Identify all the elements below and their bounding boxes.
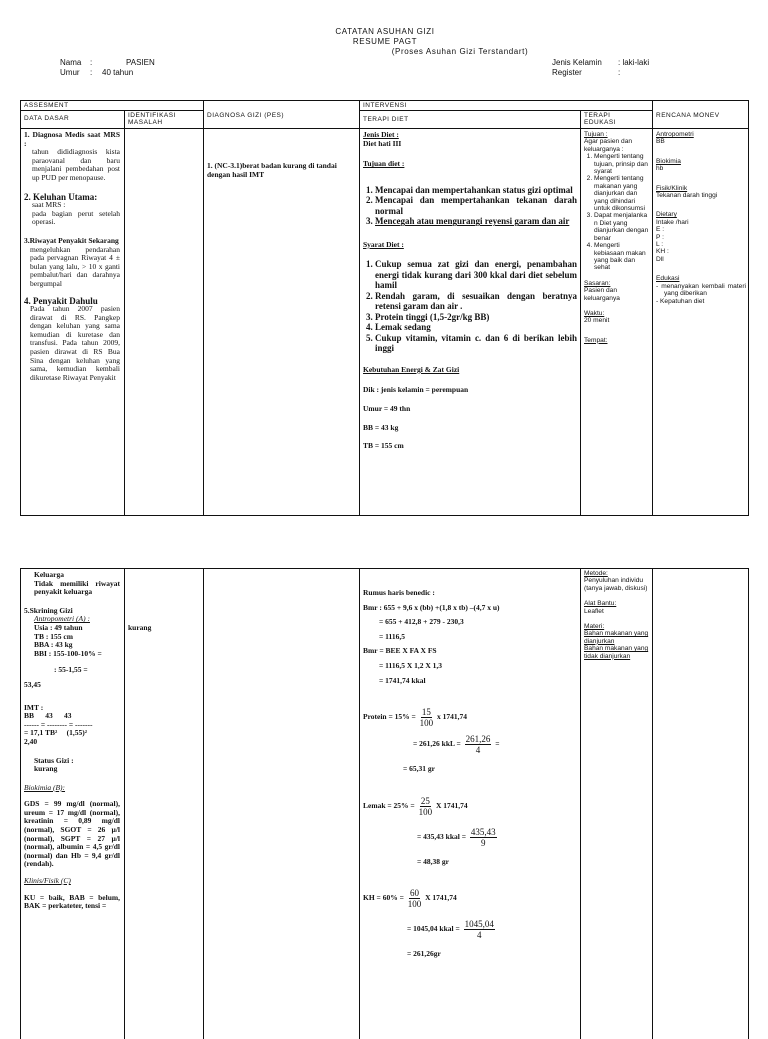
kh-kcal: = 1045,04 kkal = $\frac{1045,04}{4}$ (407, 919, 494, 941)
col-assesment: ASSESMENT (24, 102, 69, 109)
protein-formula: Protein = 15% = $\frac{15}{100}$ x 1741,74 (363, 707, 468, 729)
col-terapi-diet: TERAPI DIET (363, 116, 409, 123)
col-diagnosa: DIAGNOSA GIZI (PES) (207, 112, 285, 119)
data-dasar-column: 1. Diagnosa Medis saat MRS : tahun dididiagnosis kista paraovanal dan baru menjalani pembedahan post up PUD per menopause. 2. Keluhan Utama: saat MRS : pada bagian perut setelah operasi. 3.Riwayat Penyakit Sekarang mengeluhkan pendarahan pada pervagnan Riwayat 4 ± bulan yang lalu, > 10 x ganti pembalut/hari dan darahnya bergumpal 4. Penyakit Dahulu Pada tahun 2007 pasien dirawat di RS. Pangkep dengan keluhan yang sama kemudian di kuretase dan transfusi. Pada tahun 2009, pasien dirawat di RS Bua Sina dengan keluhan yang sama, kemudian kembali dikuretase Riwayat Penyakit (24, 130, 120, 382)
document-subtitle: RESUME PAGT (352, 37, 418, 46)
gender-value: : laki-laki (618, 58, 650, 67)
document-subtitle-2: (Proses Asuhan Gizi Terstandart) (391, 47, 529, 56)
syarat-diet-list: 1. Cukup semua zat gizi dan energi, penambahan energi tidak kurang dari 300 kkal dari diet sebelum hamil 2. Rendah garam, di sesuaikan dengan beratnya retensi garam dan air . 3. Protein tinggi (1,5-2gr/kg BB) 4. Lemak sedang 5. Cukup vitamin, vitamin c. dan 6 di berikan lebih inggi (363, 259, 577, 354)
lemak-kcal: = 435,43 kkal = $\frac{435,43}{9}$ (417, 826, 496, 848)
terapi-diet-calculation: Rumus haris benedic : Bmr : 655 + 9,6 x (bb) +(1,8 x tb) –(4,7 x u) = 655 + 412,8 + 279 - 230,3 = 1116,5 Bmr = BEE X FA X FS = 1116,5 X 1,2 X 1,3 = 1741,74 kkal Protein = 15% = $\frac{15}{100}$ x 1741,74 = 261,26 kkL = $\frac{261,26}{4}$ = = 65,31 gr Lemak = 25% = $\frac{25}{100}$ X 1741,74 = 435,43 kkal = $\frac{435,43}{9}$ = 48,38 gr KH = 60% = $\frac{60}{100}$ X 1741,74 = 1045,04 kkal = $\frac{1045,04}{4}$ = 261,26gr (363, 589, 577, 959)
asuhan-table-page1 (20, 100, 749, 516)
patient-name-label: Nama (60, 58, 82, 67)
register-value: : (618, 68, 621, 77)
col-identifikasi: IDENTIFIKASI MASALAH (128, 112, 176, 126)
protein-kcal: = 261,26 kkL = $\frac{261,26}{4}$ = (413, 734, 500, 756)
tujuan-diet-list: 1. Mencapai dan mempertahankan status gizi optimal 2. Mencapai dan mempertahankan tekanan darah normal 3. Mencegah atau mengurangi reyensi garam dan air (363, 185, 577, 227)
terapi-edukasi-column: Tujuan : Agar pasien dan keluarganya : 1. Mengerti tentang tujuan, prinsip dan syarat 2. Mengerti tentang makanan yang dianjurkan dan yang dihindari untuk dikonsumsi 3. Dapat menjalanka n Diet yang dianjurkan dengan benar 4. Mengerti kebiasaan makan yang baik dan sehat Sasaran: Pasien dan keluarganya Waktu: 20 menit Tempat: (584, 131, 650, 344)
patient-age-label: Umur (60, 68, 80, 77)
col-data-dasar: DATA DASAR (24, 115, 70, 122)
kh-formula: KH = 60% = $\frac{60}{100}$ X 1741,74 (363, 888, 457, 910)
col-terapi-edukasi: TERAPI EDUKASI (584, 112, 617, 126)
diagnosa-pes: 1. (NC-3.1)berat badan kurang di tandai dengan hasil IMT (207, 161, 337, 179)
register-label: Register (552, 68, 582, 77)
identifikasi-masalah: kurang (128, 623, 152, 632)
col-rencana-monev: RENCANA MONEV (656, 112, 720, 119)
rencana-monev-column: Antropometri BB Biokimia hb Fisik/Klinik Tekanan darah tinggi Dietary Intake /hari E : P : L : KH : Dll Edukasi - menanyakan kembali materi yang diberikan - Kepatuhan diet (656, 131, 746, 305)
patient-age-value: 40 tahun (102, 68, 134, 77)
asuhan-table-page2 (20, 568, 749, 1039)
terapi-diet-column: Jenis Diet : Diet hati III Tujuan diet : 1. Mencapai dan mempertahankan status gizi optimal 2. Mencapai dan mempertahankan tekanan darah normal 3. Mencegah atau mengurangi reyensi garam dan air Syarat Diet : 1. Cukup semua zat gizi dan energi, penambahan energi tidak kurang dari 300 kkal dari diet sebelum hamil 2. Rendah garam, di sesuaikan dengan beratnya retensi garam dan air . 3. Protein tinggi (1,5-2gr/kg BB) 4. Lemak sedang 5. Cukup vitamin, vitamin c. dan 6 di berikan lebih inggi Kebutuhan Energi & Zat Gizi Dik : jenis kelamin = perempuan Umur = 49 thn BB = 43 kg TB = 155 cm (363, 131, 577, 451)
col-intervensi: INTERVENSI (363, 102, 407, 109)
document-title: CATATAN ASUHAN GIZI (335, 27, 435, 36)
terapi-edukasi-column-2: Metode: Penyuluhan individu (tanya jawab, diskusi) Alat Bantu: Leaflet Materi: Bahan makanan yang dianjurkan Bahan makanan yang tidak dianjurkan (584, 570, 649, 660)
gender-label: Jenis Kelamin (552, 58, 602, 67)
edukasi-list: 1. Mengerti tentang tujuan, prinsip dan syarat 2. Mengerti tentang makanan yang dianjurkan dan yang dihindari untuk dikonsumsi 3. Dapat menjalanka n Diet yang dianjurkan dengan benar 4. Mengerti kebiasaan makan yang baik dan sehat (584, 153, 650, 272)
data-dasar-column-2: Keluarga Tidak memiliki riwayat penyakit keluarga 5.Skrining Gizi Antropometri (A) : Usia : 49 tahun TB : 155 cm BBA : 43 kg BBI : 155-100-10% = : 55-1,55 = 53,45 IMT : BB 43 43 ------ = -------- = ------- = 17,1 TB² (1,55)² 2,40 Status Gizi : kurang Biokimia (B): GDS = 99 mg/dl (normal), ureum = 17 mg/dl (normal), kreatinin = 0,89 mg/dl (normal), SGOT = 26 µ/l (normal), SGPT = 27 µ/l (normal), albumin = 4,5 gr/dl (normal) dan Hb = 9,4 gr/dl (rendah). Klinis/Fisik (C) KU = baik, BAB = belum, BAK = perkateter, tensi = (24, 570, 120, 911)
lemak-formula: Lemak = 25% = $\frac{25}{100}$ X 1741,74 (363, 795, 468, 817)
patient-name-value: PASIEN (126, 58, 155, 67)
